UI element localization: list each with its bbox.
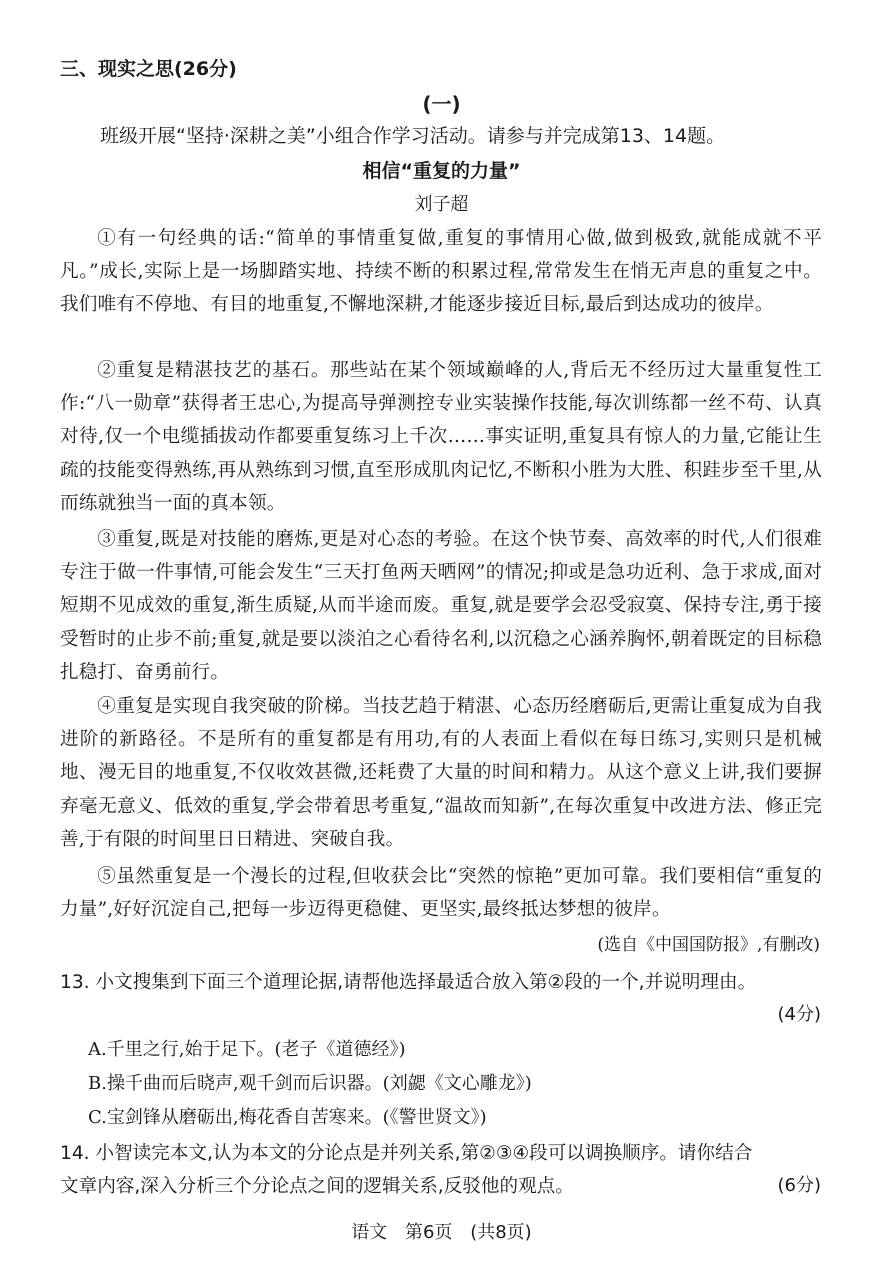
- option-a: A.千里之行,始于足下。(老子《道德经》): [88, 1039, 406, 1060]
- article-source: (选自《中国国防报》,有删改): [597, 935, 820, 955]
- option-c: C.宝剑锋从磨砺出,梅花香自苦寒来。(《警世贤文》): [88, 1107, 487, 1128]
- paragraph-2: ②重复是精湛技艺的基石。那些站在某个领域巅峰的人,背后无不经历过大量重复性工作:“八一勋章”获得者王忠心,为提高导弹测控专业实装操作技能,每次训练都一丝不苟、认真对待,仅一个电缆插拔动作都要重复练习上千次……事实证明,重复具有惊人的力量,它能让生疏的技能变得熟练,再从熟练到习惯,直至形成肌肉记忆,不断积小胜为大胜、积跬步至千里,从而练就独当一面的真本领。: [60, 360, 822, 514]
- question-14: 14. 小智读完本文,认为本文的分论点是并列关系,第②③④段可以调换顺序。请你结合文章内容,深入分析三个分论点之间的逻辑关系,反驳他的观点。: [60, 1143, 753, 1197]
- paragraph-3: ③重复,既是对技能的磨炼,更是对心态的考验。在这个快节奏、高效率的时代,人们很难专注于做一件事情,可能会发生“三天打鱼两天晒网”的情况;抑或是急功近利、急于求成,面对短期不见成效的重复,渐生质疑,从而半途而废。重复,就是要学会忍受寂寞、保持专注,勇于接受暂时的止步不前;重复,就是要以淡泊之心看待名利,以沉稳之心涵养胸怀,朝着既定的目标稳扎稳打、奋勇前行。: [60, 529, 822, 683]
- article-author: 刘子超: [414, 194, 469, 215]
- option-b: B.操千曲而后晓声,观千剑而后识器。(刘勰《文心雕龙》): [88, 1073, 532, 1094]
- paragraph-5: ⑤虽然重复是一个漫长的过程,但收获会比“突然的惊艳”更加可靠。我们要相信“重复的力量”,好好沉淀自己,把每一步迈得更稳健、更坚实,最终抵达梦想的彼岸。: [60, 866, 822, 921]
- section-title: 三、现实之思(26分): [60, 58, 237, 80]
- part-number: (一): [422, 92, 461, 116]
- paragraph-4: ④重复是实现自我突破的阶梯。当技艺趋于精湛、心态历经磨砺后,更需让重复成为自我进阶的新路径。不是所有的重复都是有用功,有的人表面上看似在每日练习,实则只是机械地、漫无目的地重复,不仅收效甚微,还耗费了大量的时间和精力。从这个意义上讲,我们要摒弃毫无意义、低效的重复,学会带着思考重复,“温故而知新”,在每次重复中改进方法、修正完善,于有限的时间里日日精进、突破自我。: [60, 696, 822, 850]
- article-title: 相信“重复的力量”: [362, 160, 521, 182]
- paragraph-1: ①有一句经典的话:“简单的事情重复做,重复的事情用心做,做到极致,就能成就不平凡。”成长,实际上是一场脚踏实地、持续不断的积累过程,常常发生在悄无声息的重复之中。我们唯有不停地、有目的地重复,不懈地深耕,才能逐步接近目标,最后到达成功的彼岸。: [60, 228, 822, 316]
- intro-text: 班级开展“坚持·深耕之美”小组合作学习活动。请参与并完成第13、14题。: [100, 125, 726, 147]
- question-13-score: (4分): [777, 1004, 821, 1025]
- question-14-score: (6分): [777, 1175, 821, 1196]
- question-13: 13. 小文搜集到下面三个道理论据,请帮他选择最适合放入第②段的一个,并说明理由。: [60, 972, 757, 993]
- page-footer: 语文 第6页 (共8页): [351, 1222, 532, 1243]
